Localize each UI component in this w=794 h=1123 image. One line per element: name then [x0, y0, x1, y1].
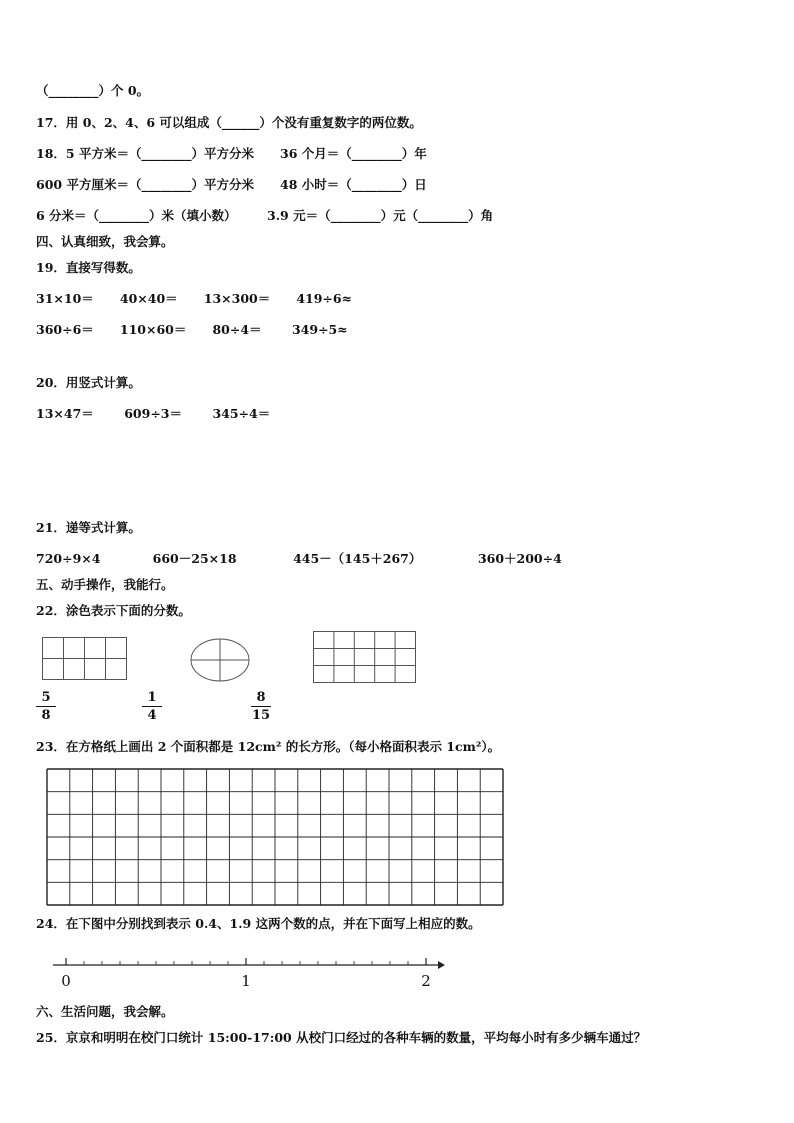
q23-title: 23．在方格纸上画出 2 个面积都是 12cm² 的长方形。（每小格面积表示 1cm²）。 [36, 739, 501, 754]
section-6-title: 六、生活问题，我会解。 [36, 1004, 174, 1019]
fraction-denominator: 15 [251, 708, 271, 723]
q25-title: 25．京京和明明在校门口统计 15:00-17:00 从校门口经过的各种车辆的数量，平均每小时有多少辆车通过？ [36, 1030, 647, 1045]
fraction-denominator: 8 [41, 708, 51, 723]
q18-line3: 6 分米＝（________）米（填小数） 3.9 元＝（________）元（________）角 [36, 208, 494, 223]
tick-label: 0 [61, 972, 71, 990]
fraction-numerator: 5 [41, 690, 51, 705]
number-line [50, 955, 450, 991]
q19-row1: 31×10＝ 40×40＝ 13×300＝ 419÷6≈ [36, 291, 353, 306]
q19-row2: 360÷6＝ 110×60＝ 80÷4＝ 349÷5≈ [36, 322, 348, 337]
fraction-5-8 [36, 690, 56, 723]
fraction-denominator: 4 [147, 708, 157, 723]
rect-grid-8 [42, 637, 128, 681]
tick-label: 2 [421, 972, 431, 990]
q21-row: 720÷9×4 660－25×18 445－（145＋267） 360＋200÷4 [36, 551, 562, 566]
fraction-numerator: 1 [147, 690, 157, 705]
q20-row: 13×47＝ 609÷3＝ 345÷4＝ [36, 406, 271, 421]
section-5-title: 五、动手操作，我能行。 [36, 577, 174, 592]
oval-quarters [190, 638, 252, 684]
fraction-numerator: 8 [256, 690, 266, 705]
q16-tail: （________）个 0。 [36, 83, 150, 98]
q22-title: 22．涂色表示下面的分数。 [36, 603, 191, 618]
q21-title: 21．递等式计算。 [36, 520, 141, 535]
arrow-right-icon [438, 961, 445, 969]
q19-title: 19．直接写得数。 [36, 260, 141, 275]
section-4-title: 四、认真细致，我会算。 [36, 234, 174, 249]
fraction-8-15 [251, 690, 271, 723]
q17: 17．用 0、2、4、6 可以组成（______）个没有重复数字的两位数。 [36, 115, 422, 130]
fraction-1-4 [142, 690, 162, 723]
q24-title: 24．在下图中分别找到表示 0.4、1.9 这两个数的点，并在下面写上相应的数。 [36, 916, 481, 931]
q18-line1: 18．5 平方米＝（________）平方分米 36 个月＝（________）年 [36, 146, 427, 161]
rect-grid-15 [313, 631, 417, 685]
tick-label: 1 [241, 972, 251, 990]
square-grid-paper [46, 768, 504, 906]
q20-title: 20．用竖式计算。 [36, 375, 141, 390]
q18-line2: 600 平方厘米＝（________）平方分米 48 小时＝（________）日 [36, 177, 427, 192]
